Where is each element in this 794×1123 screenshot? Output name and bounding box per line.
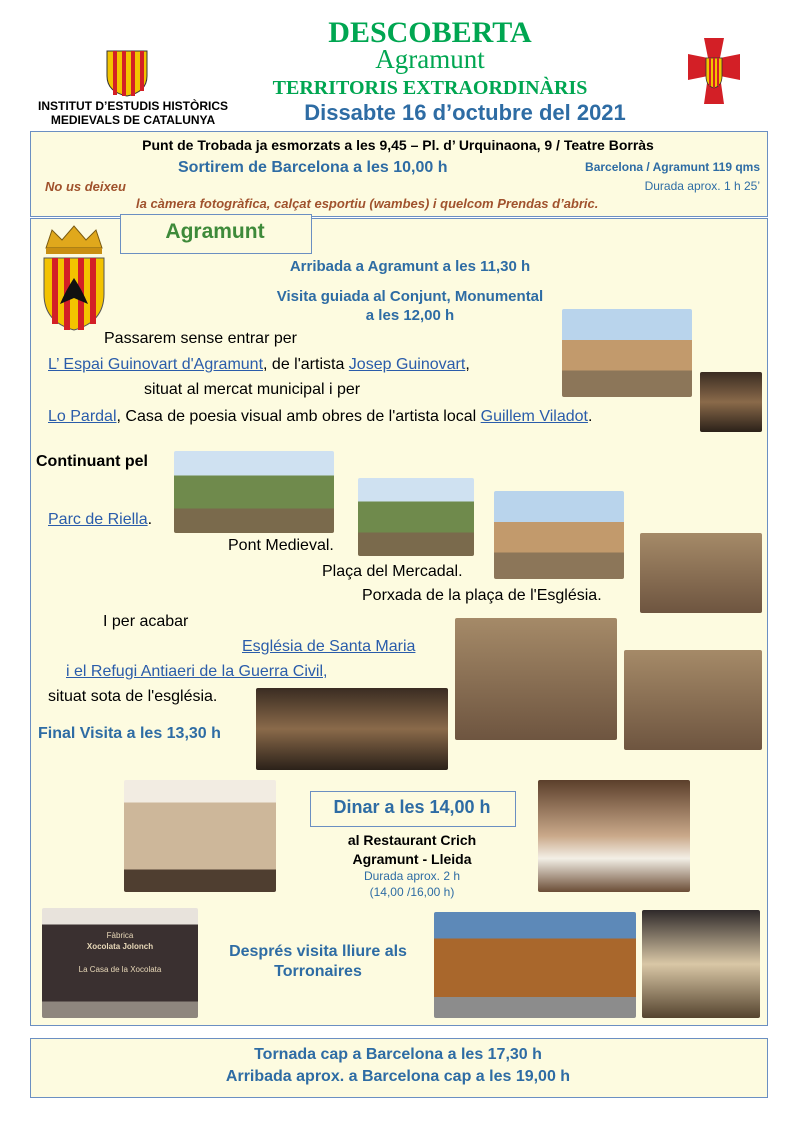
reminder-text: la càmera fotogràfica, calçat esportiu (wambes) i quelcom Prendas d’abric. bbox=[136, 196, 599, 211]
photo-torronaires-building bbox=[434, 912, 636, 1018]
per-acabar-text: I per acabar bbox=[103, 613, 189, 630]
photo-restaurant-interior bbox=[538, 780, 690, 892]
placa-mercadal-text: Plaça del Mercadal. bbox=[322, 563, 463, 580]
photo-esglesia-santa-maria bbox=[455, 618, 617, 740]
shop-sign-line3: La Casa de la Xocolata bbox=[78, 965, 162, 974]
photo-lo-pardal bbox=[700, 372, 762, 432]
photo-parc-riella bbox=[174, 451, 334, 533]
lunch-time: Dinar a les 14,00 h bbox=[333, 797, 491, 817]
comma: , bbox=[465, 356, 470, 373]
page-title: DESCOBERTA bbox=[328, 16, 532, 49]
free-visit-line1: Després visita lliure als bbox=[229, 943, 407, 960]
photo-torronaires-shop bbox=[642, 910, 760, 1018]
event-date: Dissabte 16 d’octubre del 2021 bbox=[304, 100, 626, 125]
photo-placa-mercadal bbox=[494, 491, 624, 579]
route-duration: Durada aprox. 1 h 25’ bbox=[644, 179, 760, 193]
guided-visit-line2: a les 12,00 h bbox=[365, 307, 455, 324]
lo-pardal-link[interactable]: Lo Pardal bbox=[48, 408, 117, 425]
institute-name-line1: INSTITUT D’ESTUDIS HISTÒRICS bbox=[37, 99, 228, 113]
shop-sign-line2: Xocolata Jolonch bbox=[86, 942, 154, 951]
cross-emblem bbox=[678, 36, 750, 108]
josep-guinovart-link[interactable]: Josep Guinovart bbox=[348, 356, 466, 373]
section-title: Agramunt bbox=[165, 220, 265, 243]
guided-visit-line1: Visita guiada al Conjunt, Monumental bbox=[276, 288, 544, 305]
restaurant-name: al Restaurant Crich bbox=[347, 832, 477, 848]
riella-line bbox=[48, 511, 152, 529]
restaurant-location: Agramunt - Lleida bbox=[352, 851, 472, 867]
pont-medieval-text: Pont Medieval. bbox=[228, 537, 334, 554]
porxada-text: Porxada de la plaça de l'Església. bbox=[362, 587, 602, 604]
page-tagline: TERRITORIS EXTRAORDINÀRIS bbox=[272, 77, 588, 99]
de-artista-text: , de l'artista bbox=[263, 356, 349, 373]
parc-riella-link[interactable]: Parc de Riella bbox=[48, 511, 148, 528]
pardal-line bbox=[48, 408, 592, 426]
free-visit bbox=[208, 942, 428, 982]
final-visit-time: Final Visita a les 13,30 h bbox=[38, 725, 221, 742]
agramunt-coat-of-arms bbox=[38, 222, 110, 334]
page-subtitle: Agramunt bbox=[375, 44, 485, 74]
arrival-barcelona-time: Arribada aprox. a Barcelona cap a les 19,00 h bbox=[225, 1068, 571, 1085]
situat-mercat-text: situat al mercat municipal i per bbox=[144, 381, 361, 398]
period: . bbox=[587, 408, 593, 425]
espai-guinovart-line bbox=[48, 356, 470, 374]
photo-restaurant-crich bbox=[124, 780, 276, 892]
photo-xocolata-jolonch bbox=[42, 908, 198, 1018]
shop-sign bbox=[42, 930, 198, 975]
casa-poesia-text: , Casa de poesia visual amb obres de l'artista local bbox=[116, 408, 481, 425]
passarem-text: Passarem sense entrar per bbox=[104, 330, 297, 347]
lunch-duration: Durada aprox. 2 h bbox=[363, 869, 461, 883]
institute-name-line2: MEDIEVALS DE CATALUNYA bbox=[50, 113, 216, 127]
departure-time: Sortirem de Barcelona a les 10,00 h bbox=[178, 159, 448, 176]
lunch-hours: (14,00 /16,00 h) bbox=[369, 885, 455, 899]
reminder-lead: No us deixeu bbox=[45, 179, 126, 194]
photo-porxada bbox=[640, 533, 762, 613]
guillem-viladot-link[interactable]: Guillem Viladot bbox=[480, 408, 588, 425]
period: . bbox=[147, 511, 153, 528]
photo-refugi-antiaeri bbox=[256, 688, 448, 770]
photo-espai-guinovart bbox=[562, 309, 692, 397]
route-distance: Barcelona / Agramunt 119 qms bbox=[585, 160, 760, 174]
institute-logo bbox=[104, 48, 150, 98]
sota-esglesia-text: situat sota de l'església. bbox=[48, 688, 218, 705]
arrival-time: Arribada a Agramunt a les 11,30 h bbox=[289, 258, 531, 275]
photo-portal-esglesia bbox=[624, 650, 762, 750]
shop-sign-line1: Fàbrica bbox=[106, 931, 134, 940]
meeting-point: Punt de Trobada ja esmorzats a les 9,45 – Pl. d’ Urquinaona, 9 / Teatre Borràs bbox=[142, 137, 654, 153]
refugi-antiaeri-link[interactable]: i el Refugi Antiaeri de la Guerra Civil, bbox=[66, 663, 328, 680]
espai-guinovart-link[interactable]: L’ Espai Guinovart d'Agramunt bbox=[48, 356, 264, 373]
esglesia-santa-maria-link[interactable]: Església de Santa Maria bbox=[242, 638, 416, 655]
institute-name bbox=[28, 99, 238, 127]
continuant-text: Continuant pel bbox=[36, 453, 148, 470]
return-time: Tornada cap a Barcelona a les 17,30 h bbox=[254, 1046, 542, 1063]
photo-pont-medieval bbox=[358, 478, 474, 556]
free-visit-line2: Torronaires bbox=[274, 963, 362, 980]
